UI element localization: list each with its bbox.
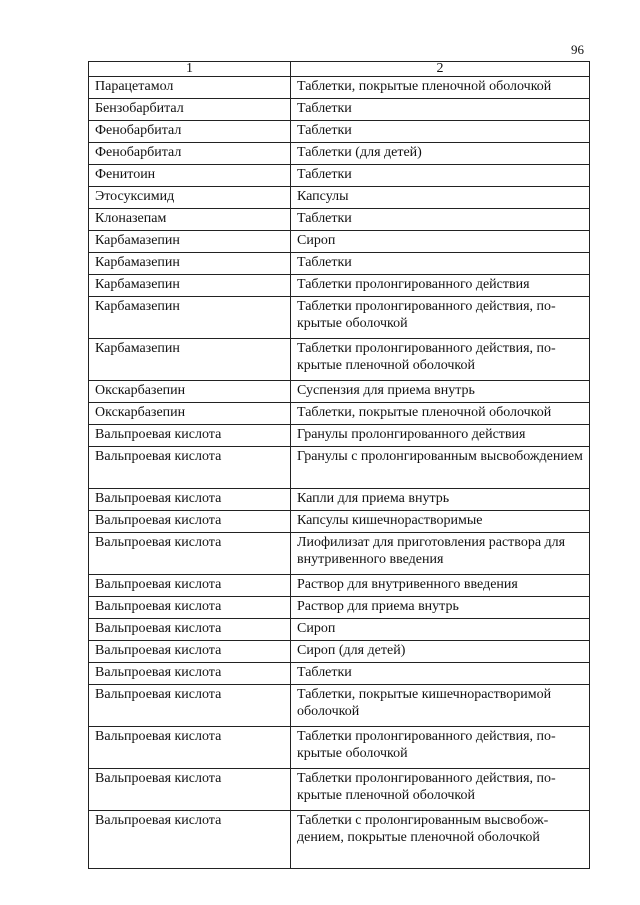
table-row xyxy=(89,77,590,99)
substance-cell: Карбамазепин xyxy=(89,297,291,339)
table-row xyxy=(89,381,590,403)
table-row xyxy=(89,641,590,663)
substance-cell: Вальпроевая кислота xyxy=(89,447,291,489)
dosage-form-cell: Таблетки пролонгированного действия xyxy=(291,275,590,297)
table-row xyxy=(89,275,590,297)
dosage-form-cell: Таблетки xyxy=(291,121,590,143)
table-row xyxy=(89,339,590,381)
substance-cell: Карбамазепин xyxy=(89,253,291,275)
substance-cell: Вальпроевая кислота xyxy=(89,663,291,685)
table-body xyxy=(89,77,590,869)
substance-cell: Вальпроевая кислота xyxy=(89,533,291,575)
substance-cell: Бензобарбитал xyxy=(89,99,291,121)
substance-cell: Вальпроевая кислота xyxy=(89,641,291,663)
dosage-form-cell: Сироп xyxy=(291,231,590,253)
substance-cell: Фенитоин xyxy=(89,165,291,187)
dosage-form-cell: Таблетки, покрытые пленочной оболочкой xyxy=(291,77,590,99)
substance-cell: Карбамазепин xyxy=(89,275,291,297)
substance-cell: Окскарбазепин xyxy=(89,381,291,403)
dosage-form-cell: Лиофилизат для приготовления раствора для внутривенного введения xyxy=(291,533,590,575)
dosage-form-cell: Капли для приема внутрь xyxy=(291,489,590,511)
dosage-form-cell: Гранулы с пролонгированным высвобождением xyxy=(291,447,590,489)
dosage-form-cell: Таблетки xyxy=(291,253,590,275)
table-row xyxy=(89,253,590,275)
table-row xyxy=(89,209,590,231)
substance-cell: Вальпроевая кислота xyxy=(89,727,291,769)
substance-cell: Вальпроевая кислота xyxy=(89,511,291,533)
table-header xyxy=(89,62,590,77)
table-row xyxy=(89,663,590,685)
table-row xyxy=(89,121,590,143)
substance-cell: Вальпроевая кислота xyxy=(89,425,291,447)
dosage-form-cell: Гранулы пролонгированного действия xyxy=(291,425,590,447)
substance-cell: Вальпроевая кислота xyxy=(89,811,291,869)
substance-cell: Этосуксимид xyxy=(89,187,291,209)
table-row xyxy=(89,187,590,209)
dosage-form-cell: Таблетки пролонгированного действия, покрытые оболочкой xyxy=(291,727,590,769)
substance-cell: Вальпроевая кислота xyxy=(89,685,291,727)
dosage-form-cell: Таблетки xyxy=(291,165,590,187)
table-row xyxy=(89,165,590,187)
table-row xyxy=(89,619,590,641)
table-row xyxy=(89,447,590,489)
dosage-form-cell: Таблетки xyxy=(291,209,590,231)
table-row xyxy=(89,489,590,511)
dosage-form-cell: Сироп xyxy=(291,619,590,641)
table-row xyxy=(89,99,590,121)
substance-cell: Вальпроевая кислота xyxy=(89,575,291,597)
table-row xyxy=(89,297,590,339)
dosage-form-cell: Таблетки xyxy=(291,99,590,121)
dosage-form-cell: Капсулы кишечнорастворимые xyxy=(291,511,590,533)
dosage-form-cell: Таблетки (для детей) xyxy=(291,143,590,165)
table-row xyxy=(89,769,590,811)
dosage-form-cell: Таблетки с пролонгированным высвобождением, покрытые пленочной оболочкой xyxy=(291,811,590,869)
substance-cell: Вальпроевая кислота xyxy=(89,489,291,511)
header-row xyxy=(89,62,590,77)
table-row xyxy=(89,685,590,727)
substance-cell: Вальпроевая кислота xyxy=(89,619,291,641)
drug-table xyxy=(88,61,590,869)
dosage-form-cell: Таблетки xyxy=(291,663,590,685)
table-row xyxy=(89,511,590,533)
column-header-2: 2 xyxy=(291,62,590,77)
table-row xyxy=(89,575,590,597)
dosage-form-cell: Таблетки пролонгированного действия, покрытые пленочной оболочкой xyxy=(291,339,590,381)
column-header-1: 1 xyxy=(89,62,291,77)
page-number: 96 xyxy=(571,42,584,57)
table-row xyxy=(89,231,590,253)
substance-cell: Карбамазепин xyxy=(89,231,291,253)
table-row xyxy=(89,811,590,869)
substance-cell: Вальпроевая кислота xyxy=(89,769,291,811)
table-row xyxy=(89,533,590,575)
dosage-form-cell: Раствор для приема внутрь xyxy=(291,597,590,619)
table-row xyxy=(89,403,590,425)
table-row xyxy=(89,425,590,447)
substance-cell: Окскарбазепин xyxy=(89,403,291,425)
table-row xyxy=(89,143,590,165)
dosage-form-cell: Раствор для внутривенного введения xyxy=(291,575,590,597)
table-row xyxy=(89,727,590,769)
dosage-form-cell: Таблетки, покрытые пленочной оболочкой xyxy=(291,403,590,425)
substance-cell: Вальпроевая кислота xyxy=(89,597,291,619)
table-row xyxy=(89,597,590,619)
dosage-form-cell: Таблетки пролонгированного действия, покрытые пленочной оболочкой xyxy=(291,769,590,811)
substance-cell: Клоназепам xyxy=(89,209,291,231)
substance-cell: Парацетамол xyxy=(89,77,291,99)
dosage-form-cell: Таблетки, покрытые кишечнорастворимой оболочкой xyxy=(291,685,590,727)
substance-cell: Фенобарбитал xyxy=(89,143,291,165)
dosage-form-cell: Капсулы xyxy=(291,187,590,209)
dosage-form-cell: Таблетки пролонгированного действия, покрытые оболочкой xyxy=(291,297,590,339)
substance-cell: Фенобарбитал xyxy=(89,121,291,143)
dosage-form-cell: Суспензия для приема внутрь xyxy=(291,381,590,403)
dosage-form-cell: Сироп (для детей) xyxy=(291,641,590,663)
substance-cell: Карбамазепин xyxy=(89,339,291,381)
